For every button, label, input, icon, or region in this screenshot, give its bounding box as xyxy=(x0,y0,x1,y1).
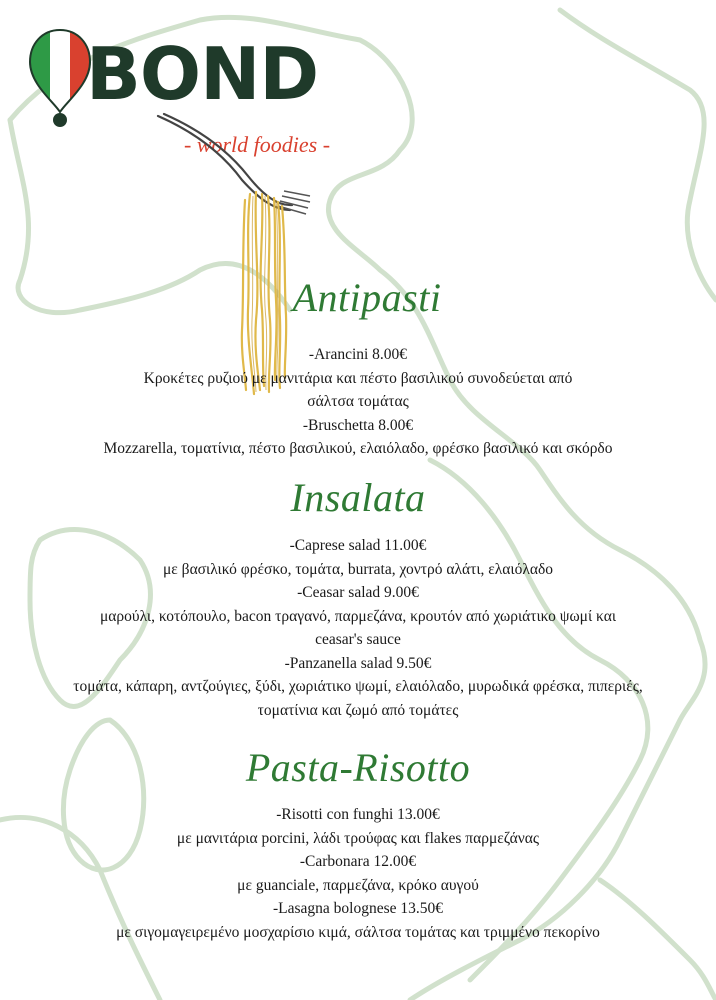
menu-item-name: -Lasagna bolognese 13.50€ xyxy=(272,900,444,917)
menu-item-description: Mozzarella, τοματίνια, πέστο βασιλικού, ελαιόλαδο, φρέσκο βασιλικό και σκόρδο xyxy=(103,440,613,457)
menu-item-description: τομάτα, κάπαρη, αντζούγιες, ξύδι, χωριάτικο ψωμί, ελαιόλαδο, μυρωδικά φρέσκα, πιπεριές, xyxy=(73,678,643,695)
menu-item-description: με μανιτάρια porcini, λάδι τρούφας και flakes παρμεζάνας xyxy=(176,829,540,847)
menu-item-name: -Arancini 8.00€ xyxy=(308,346,408,363)
brand-name: BOND xyxy=(86,32,319,116)
menu-item-name: -Bruschetta 8.00€ xyxy=(302,416,414,434)
menu-item-description: μαρούλι, κοτόπουλο, bacon τραγανό, παρμεζάνα, κρουτόν από χωριάτικο ψωμί και xyxy=(100,607,616,625)
menu-item-description: με σιγομαγειρεμένο μοσχαρίσιο κιμά, σάλτσα τομάτας και τριμμένο πεκορίνο xyxy=(116,923,600,941)
brand-tagline: - world foodies - xyxy=(184,132,331,157)
menu-item-description: με guanciale, παρμεζάνα, κρόκο αυγού xyxy=(237,876,479,894)
section-title-antipasti: Antipasti xyxy=(292,275,442,320)
menu-item-description: Κροκέτες ρυζιού με μανιτάρια και πέστο βασιλικού συνοδεύεται από xyxy=(143,369,573,387)
section-title-insalata: Insalata xyxy=(290,475,426,520)
menu-item-description: τοματίνια και ζωμό από τομάτες xyxy=(257,701,459,719)
menu-item-name: -Caprese salad 11.00€ xyxy=(289,537,427,554)
menu-item-name: -Ceasar salad 9.00€ xyxy=(297,584,419,601)
section-insalata-items xyxy=(0,534,716,722)
menu-item-description: με βασιλικό φρέσκο, τομάτα, burrata, χοντρό αλάτι, ελαιόλαδο xyxy=(162,560,554,578)
section-pasta-risotto-items xyxy=(0,803,716,944)
section-antipasti-items xyxy=(0,343,716,461)
menu-item-description: ceasar's sauce xyxy=(315,631,401,648)
menu-item-description: σάλτσα τομάτας xyxy=(307,393,409,410)
location-pin-flag-icon xyxy=(26,28,94,128)
menu-item-name: -Risotti con funghi 13.00€ xyxy=(276,806,440,823)
menu-item-name: -Carbonara 12.00€ xyxy=(299,853,417,870)
section-title-pasta-risotto: Pasta-Risotto xyxy=(245,745,471,790)
menu-item-name: -Panzanella salad 9.50€ xyxy=(284,654,432,672)
